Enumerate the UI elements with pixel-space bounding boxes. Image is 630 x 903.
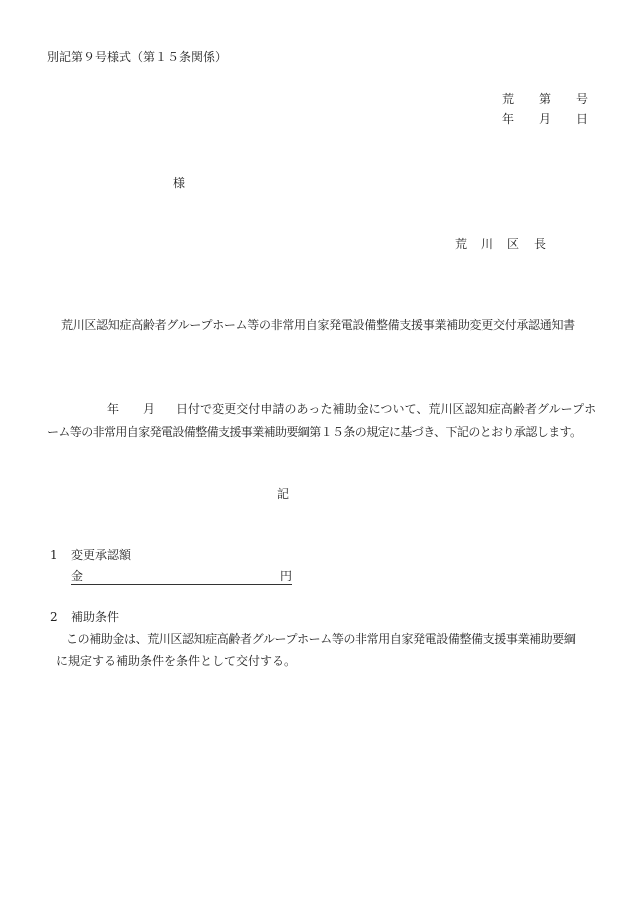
condition-line2: に規定する補助条件を条件として交付する。 <box>56 654 297 668</box>
issuer-char: 区 <box>507 237 520 251</box>
body-month: 月 <box>143 402 156 416</box>
condition-line1: この補助金は、荒川区認知症高齢者グループホーム等の非常用自家発電設備整備支援事業補助要綱 <box>66 632 576 646</box>
item-heading: 補助条件 <box>71 610 120 624</box>
issuer-char: 荒 <box>455 237 468 251</box>
date-year: 年 <box>502 112 515 126</box>
item-number: 1 <box>50 548 58 562</box>
amount-prefix: 金 <box>71 569 84 583</box>
issuer-char: 川 <box>481 237 494 251</box>
date-day: 日 <box>576 112 589 126</box>
doc-number-prefix: 荒 <box>502 92 515 106</box>
form-label: 別記第９号様式（第１５条関係） <box>47 50 228 64</box>
amount-field <box>71 569 292 585</box>
doc-number-dai: 第 <box>539 92 552 106</box>
body-line2: ーム等の非常用自家発電設備整備支援事業補助要綱第１５条の規定に基づき、下記のとおり承認します。 <box>47 425 582 439</box>
date-month: 月 <box>539 112 552 126</box>
issuer-char: 長 <box>534 237 547 251</box>
body-year: 年 <box>107 402 120 416</box>
ki-heading: 記 <box>277 487 290 501</box>
addressee-suffix: 様 <box>173 176 186 190</box>
item-heading: 変更承認額 <box>71 548 132 562</box>
document-title: 荒川区認知症高齢者グループホーム等の非常用自家発電設備整備支援事業補助変更交付承認通知書 <box>61 318 575 332</box>
body-line1: 日付で変更交付申請のあった補助金について、荒川区認知症高齢者グループホ <box>176 402 597 416</box>
amount-suffix: 円 <box>279 569 292 583</box>
item-number: 2 <box>50 610 58 624</box>
doc-number-go: 号 <box>576 92 589 106</box>
